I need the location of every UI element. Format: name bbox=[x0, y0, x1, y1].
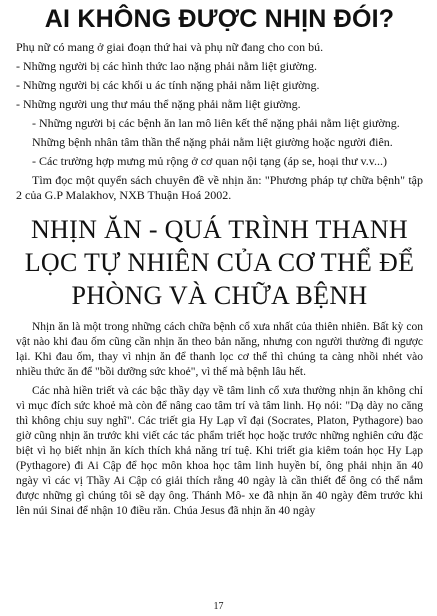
paragraph: Những bệnh nhân tâm thần thể nặng phải nằm liệt giường hoặc người điên. bbox=[32, 135, 393, 149]
page-number: 17 bbox=[213, 601, 224, 612]
list-item: - Các trường hợp mưng mủ rộng ở cơ quan nội tạng (áp se, hoại thư v.v...) bbox=[32, 154, 387, 168]
list-item: - Những người ung thư máu thể nặng phải nằm liệt giường. bbox=[16, 97, 301, 111]
contraindication-list bbox=[16, 40, 423, 203]
section-title-fasting-cleansing: NHỊN ĂN - QUÁ TRÌNH THANH LỌC TỰ NHIÊN CỦA CƠ THỂ ĐỂ PHÒNG VÀ CHỮA BỆNH bbox=[24, 215, 415, 310]
list-item: - Những người bị các bệnh ăn lan mô liên kết thể nặng phải nằm liệt giường. bbox=[32, 116, 400, 130]
list-item: - Những người bị các hình thức lao nặng phải nằm liệt giường. bbox=[16, 59, 317, 73]
paragraph: Các nhà hiền triết và các bậc thầy dạy về tâm linh cổ xưa thường nhịn ăn không chỉ vì mục đích sức khoẻ mà còn để nâng cao tâm trí và tâm linh. Họ nói: "Dạ dày no căng thì không chịu suy nghĩ". Các triết gia Hy Lạp vĩ đại (Socrates, Platon, Pythagore) bao giờ cũng nhịn ăn trước khi viết các tác phẩm triết học hoặc trước những nghiên cứu đặc biệt vì họ biết nhịn ăn kích thích khả năng trí tuệ. Khi triết gia kiêm toán học Hy Lạp (Pythagore) đi Ai Cập để học môn khoa học tâm linh huyền bí, ông phải nhịn ăn 40 ngày vì các vị Thầy Ai Cập có giải thích rằng 40 ngày là cần thiết để ông có thể nắm được những gì chúng tôi sẽ dạy ông. Thánh Mô- xe đã nhịn ăn 40 ngày đêm trước khi lên núi Sinai để nhận 10 điều răn. Chúa Jesus đã nhịn ăn 40 ngày bbox=[16, 385, 423, 517]
paragraph: Phụ nữ có mang ở giai đoạn thứ hai và phụ nữ đang cho con bú. bbox=[16, 40, 324, 54]
paragraph: Nhịn ăn là một trong những cách chữa bệnh cổ xưa nhất của thiên nhiên. Bất kỳ con vật nào khi đau ốm cũng cần nhịn ăn theo bản năng, nhưng con người thường đi ngược lại. Khi đau ốm, thay vì nhịn ăn để thanh lọc cơ thể thì chúng ta càng nhồi nhét vào nhiều thức ăn để "bồi dưỡng sức khoẻ", vì thế mà bệnh lâu hết. bbox=[16, 321, 423, 378]
section-body bbox=[16, 320, 423, 519]
section-title-who-should-not-fast: AI KHÔNG ĐƯỢC NHỊN ĐÓI? bbox=[44, 5, 395, 33]
list-item: - Những người bị các khối u ác tính nặng phải nằm liệt giường. bbox=[16, 78, 320, 92]
reference-note: Tìm đọc một quyển sách chuyên đề về nhịn ăn: "Phương pháp tự chữa bệnh" tập 2 của G.P Malakhov, NXB Thuận Hoá 2002. bbox=[16, 173, 423, 202]
